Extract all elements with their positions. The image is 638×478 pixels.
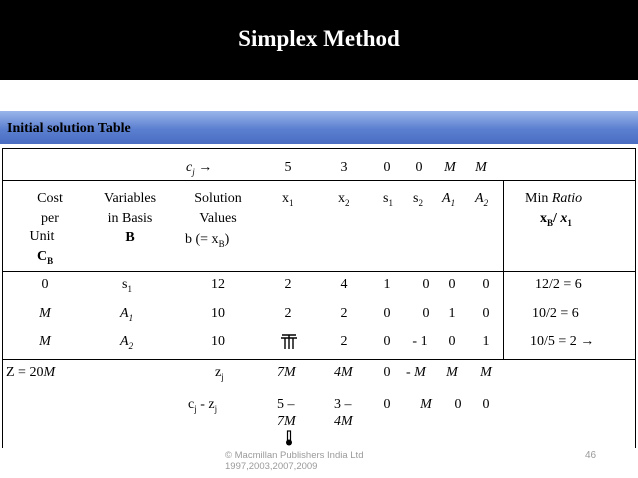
row2-s1: 0 xyxy=(383,306,391,321)
cz-a2: 0 xyxy=(482,397,490,412)
header-cost-1: Cost xyxy=(37,191,63,206)
row1-x2: 4 xyxy=(340,277,348,292)
row3-a2: 1 xyxy=(482,334,490,349)
header-s1: $s_1$ xyxy=(383,191,393,208)
header-solution-2: Values xyxy=(199,211,237,226)
header-ratio-2: $x_B/$ $x_1$ xyxy=(540,211,572,228)
thermometer-icon xyxy=(284,430,294,451)
row1-a1: 0 xyxy=(448,277,456,292)
cz-x1-l1: 5 – xyxy=(277,397,295,412)
table-divider-body xyxy=(2,271,636,272)
header-cost-2: per xyxy=(41,211,59,226)
z-s2: - M xyxy=(406,365,426,380)
table-divider-ratio xyxy=(503,180,504,359)
cz-x2-l1: 3 – xyxy=(334,397,352,412)
cz-x1-l2: 7M xyxy=(277,414,296,429)
header-vars-2: in Basis xyxy=(107,211,153,226)
row3-s2: - 1 xyxy=(412,334,428,349)
row3-cb: M xyxy=(39,334,51,349)
row1-b: 12 xyxy=(211,277,225,292)
row1-ratio: 12/2 = 6 xyxy=(535,277,582,292)
row2-basis: $A_1$ xyxy=(120,306,134,323)
header-s2: $s_2$ xyxy=(413,191,423,208)
row1-cb: 0 xyxy=(41,277,49,292)
cz-label: $c_j - z_j$ xyxy=(188,397,218,414)
cj-s2: 0 xyxy=(415,160,423,175)
cj-a1: M xyxy=(444,160,456,175)
header-a1: $A_1$ xyxy=(442,191,456,208)
row2-x1: 2 xyxy=(284,306,292,321)
header-x2: $x_2$ xyxy=(338,191,350,208)
slide-title: Simplex Method xyxy=(238,26,400,51)
header-x1: $x_1$ xyxy=(282,191,294,208)
row3-ratio: 10/5 = 2 → xyxy=(530,334,595,349)
pivot-marker-icon xyxy=(280,334,298,355)
row2-s2: 0 xyxy=(422,306,430,321)
row3-a1: 0 xyxy=(448,334,456,349)
cz-s1: 0 xyxy=(383,397,391,412)
row3-x2: 2 xyxy=(340,334,348,349)
header-vars-3: B xyxy=(125,230,135,245)
zj-label: $z_j$ xyxy=(215,365,224,382)
page-number: 46 xyxy=(585,450,597,461)
row2-cb: M xyxy=(39,306,51,321)
row2-a1: 1 xyxy=(448,306,456,321)
header-solution-1: Solution xyxy=(194,191,242,206)
header-cost-3: Unit xyxy=(29,229,55,244)
table-divider-header xyxy=(2,180,636,181)
row2-ratio: 10/2 = 6 xyxy=(532,306,579,321)
header-ratio-1: Min Ratio xyxy=(525,191,583,206)
row3-s1: 0 xyxy=(383,334,391,349)
z-x1: 7M xyxy=(277,365,296,380)
section-subtitle: Initial solution Table xyxy=(7,121,131,136)
cj-a2: M xyxy=(475,160,487,175)
row1-a2: 0 xyxy=(482,277,490,292)
row3-basis: $A_2$ xyxy=(120,334,134,351)
z-label: Z = 20M xyxy=(6,365,56,380)
cz-a1: 0 xyxy=(454,397,462,412)
header-solution-3: b (= $x_B$) xyxy=(185,232,230,249)
z-x2: 4M xyxy=(334,365,353,380)
row2-x2: 2 xyxy=(340,306,348,321)
z-a1: M xyxy=(446,365,458,380)
row1-s2: 0 xyxy=(422,277,430,292)
row1-x1: 2 xyxy=(284,277,292,292)
row1-basis: $s_1$ xyxy=(122,277,132,294)
cj-x2: 3 xyxy=(340,160,348,175)
header-vars-1: Variables xyxy=(103,191,157,206)
row3-b: 10 xyxy=(211,334,225,349)
header-cost-4: $C_B$ xyxy=(37,249,54,266)
cz-s2: M xyxy=(420,397,432,412)
header-a2: $A_2$ xyxy=(475,191,489,208)
z-s1: 0 xyxy=(383,365,391,380)
cz-x2-l2: 4M xyxy=(334,414,353,429)
cj-label: $c_j$ → xyxy=(186,160,213,177)
z-a2: M xyxy=(480,365,492,380)
copyright-footer: © Macmillan Publishers India Ltd 1997,2003,2007,2009 xyxy=(225,450,364,472)
row2-b: 10 xyxy=(211,306,225,321)
cj-s1: 0 xyxy=(383,160,391,175)
cj-x1: 5 xyxy=(284,160,292,175)
row1-s1: 1 xyxy=(383,277,391,292)
row2-a2: 0 xyxy=(482,306,490,321)
table-divider-z xyxy=(2,359,636,360)
